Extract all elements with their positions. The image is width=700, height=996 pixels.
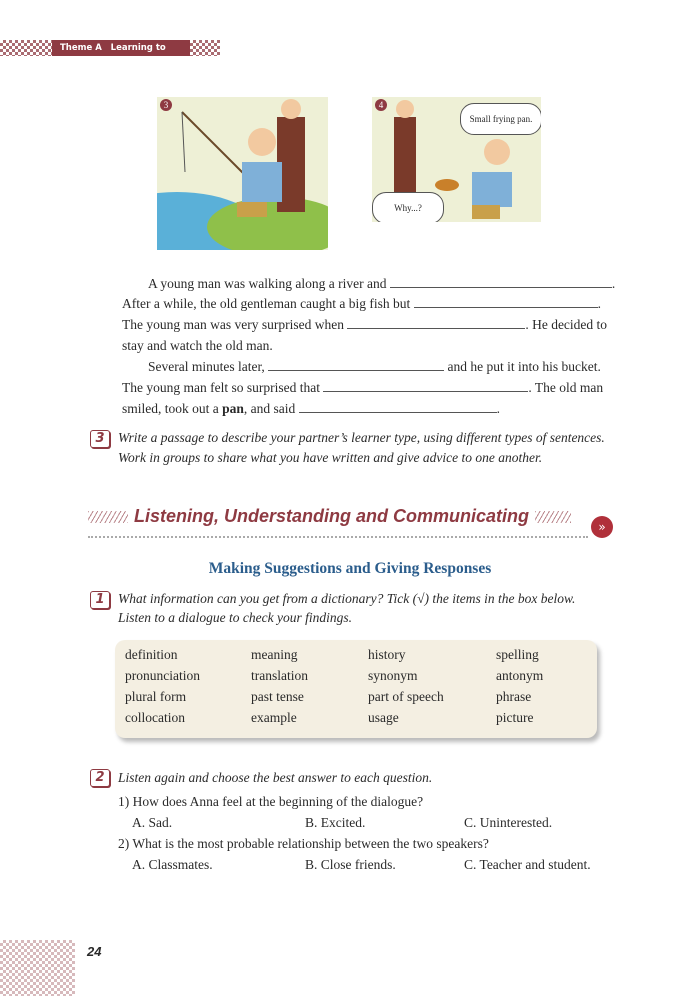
- task-instruction: Work in groups to share what you have written and give advice to one another.: [118, 450, 543, 465]
- chevron-down-icon[interactable]: »: [591, 516, 613, 538]
- option[interactable]: A. Sad.: [132, 815, 173, 830]
- task-number-badge: 3: [90, 430, 110, 448]
- option[interactable]: B. Close friends.: [305, 857, 396, 872]
- checker-decoration: [0, 40, 52, 56]
- option[interactable]: C. Uninterested.: [464, 815, 553, 830]
- hatch-decoration: [535, 511, 571, 523]
- dictionary-item[interactable]: antonym: [496, 668, 544, 683]
- page-number: 24: [87, 944, 102, 959]
- story-line: A young man was walking along a river and .: [148, 276, 616, 291]
- dictionary-item[interactable]: definition: [125, 647, 178, 662]
- checker-decoration: [0, 940, 75, 996]
- question: 1) How does Anna feel at the beginning of the dialogue?: [118, 794, 424, 809]
- task-number-badge: 1: [90, 591, 110, 609]
- dictionary-item[interactable]: part of speech: [368, 689, 444, 704]
- section-subtitle: Making Suggestions and Giving Responses: [208, 560, 492, 577]
- fishing-scene-image: [157, 97, 328, 250]
- frying-pan-illustration: [372, 97, 541, 222]
- answer-blank[interactable]: [268, 359, 444, 371]
- story-line: stay and watch the old man.: [122, 338, 273, 353]
- story-line: The young man felt so surprised that . The old man: [122, 380, 604, 395]
- task-instruction: Listen again and choose the best answer to each question.: [118, 770, 433, 785]
- dictionary-item[interactable]: usage: [368, 710, 399, 725]
- dictionary-item[interactable]: phrase: [496, 689, 532, 704]
- dictionary-item[interactable]: pronunciation: [125, 668, 200, 683]
- illustration-number: 3: [160, 99, 172, 111]
- section-title: Listening, Understanding and Communicating: [134, 506, 530, 526]
- option[interactable]: A. Classmates.: [132, 857, 213, 872]
- theme-label: Theme A: [60, 43, 102, 53]
- dictionary-items-box: [115, 640, 597, 738]
- answer-blank[interactable]: [323, 380, 528, 392]
- dictionary-item[interactable]: past tense: [251, 689, 304, 704]
- section-heading-row: [88, 506, 571, 527]
- dictionary-item[interactable]: synonym: [368, 668, 418, 683]
- question: 2) What is the most probable relationship between the two speakers?: [118, 836, 489, 851]
- theme-header: [52, 40, 190, 69]
- hatch-decoration: [88, 511, 128, 523]
- dictionary-item[interactable]: translation: [251, 668, 308, 683]
- dictionary-item[interactable]: picture: [496, 710, 534, 725]
- dictionary-item[interactable]: history: [368, 647, 406, 662]
- dictionary-item[interactable]: example: [251, 710, 297, 725]
- option[interactable]: B. Excited.: [305, 815, 366, 830]
- story-line: Several minutes later, and he put it into his bucket.: [148, 359, 601, 374]
- dictionary-item[interactable]: collocation: [125, 710, 185, 725]
- checker-decoration: [190, 40, 220, 56]
- task-instruction: What information can you get from a dictionary? Tick (√) the items in the box below.: [118, 591, 576, 606]
- story-line: smiled, took out a pan, and said .: [122, 401, 501, 416]
- dotted-divider: [88, 536, 588, 538]
- task-instruction: Listen to a dialogue to check your findings.: [118, 610, 352, 625]
- dictionary-item[interactable]: plural form: [125, 689, 187, 704]
- story-line: After a while, the old gentleman caught a big fish but .: [122, 296, 602, 311]
- speech-bubble: Small frying pan.: [460, 103, 541, 135]
- dictionary-item[interactable]: meaning: [251, 647, 298, 662]
- speech-bubble: Why...?: [372, 192, 444, 222]
- illustration-number: 4: [375, 99, 387, 111]
- answer-blank[interactable]: [299, 401, 497, 413]
- task-number-badge: 2: [90, 769, 110, 787]
- option[interactable]: C. Teacher and student.: [464, 857, 591, 872]
- story-line: The young man was very surprised when . He decided to: [122, 317, 608, 332]
- answer-blank[interactable]: [414, 296, 598, 308]
- fishing-illustration: [157, 97, 328, 250]
- task-instruction: Write a passage to describe your partner’s learner type, using different types of sentences.: [118, 430, 605, 445]
- answer-blank[interactable]: [390, 276, 612, 288]
- answer-blank[interactable]: [347, 317, 525, 329]
- theme-title: Learning to Learn: [60, 43, 166, 69]
- dictionary-item[interactable]: spelling: [496, 647, 539, 662]
